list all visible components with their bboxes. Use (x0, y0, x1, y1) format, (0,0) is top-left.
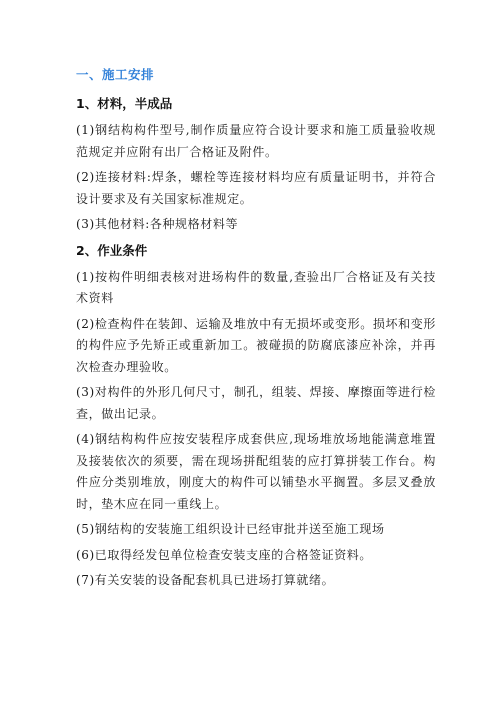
paragraph: (4)钢结构构件应按安装程序成套供应,现场堆放场地能满意堆置及接装依次的须要，需在现场拼配组装的应打算拼装工作台。构件应分类别堆放，刚度大的构件可以铺垫水平搁置。多层叉叠放时，垫木应在同一重线上。 (76, 432, 436, 511)
paragraph: (2)检查构件在装卸、运输及堆放中有无损坏或变形。损坏和变形的构件应予先矫正或重新加工。被碰损的防腐底漆应补涂，并再次检查办理验收。 (76, 316, 436, 374)
subsection-heading: 2、作业条件 (76, 242, 148, 258)
subsection-materials (76, 93, 436, 236)
paragraph: (2)连接材料:焊条，螺栓等连接材料均应有质量证明书，并符合设计要求及有关国家标准规定。 (76, 170, 436, 206)
paragraph: (3)对构件的外形几何尺寸，制孔，组装、焊接、摩擦面等进行检查，做出记录。 (76, 385, 436, 421)
paragraph: (6)已取得经发包单位检查安装支座的合格签证资料。 (76, 547, 372, 562)
subsection-work-conditions (76, 240, 436, 592)
section-title: 一、施工安排 (76, 67, 155, 82)
paragraph: (3)其他材料:各种规格材料等 (76, 217, 239, 231)
subsection-heading: 1、材料，半成品 (76, 96, 173, 111)
paragraph: (1)按构件明细表核对进场构件的数量,查验出厂合格证及有关技术资料 (76, 269, 436, 305)
paragraph: (7)有关安装的设备配套机具已进场打算就绪。 (76, 573, 335, 587)
paragraph: (1)钢结构构件型号,制作质量应符合设计要求和施工质量验收规范规定并应附有出厂合格证及附件。 (76, 123, 436, 159)
paragraph: (5)钢结构的安装施工组织设计已经审批并送至施工现场 (76, 522, 385, 536)
